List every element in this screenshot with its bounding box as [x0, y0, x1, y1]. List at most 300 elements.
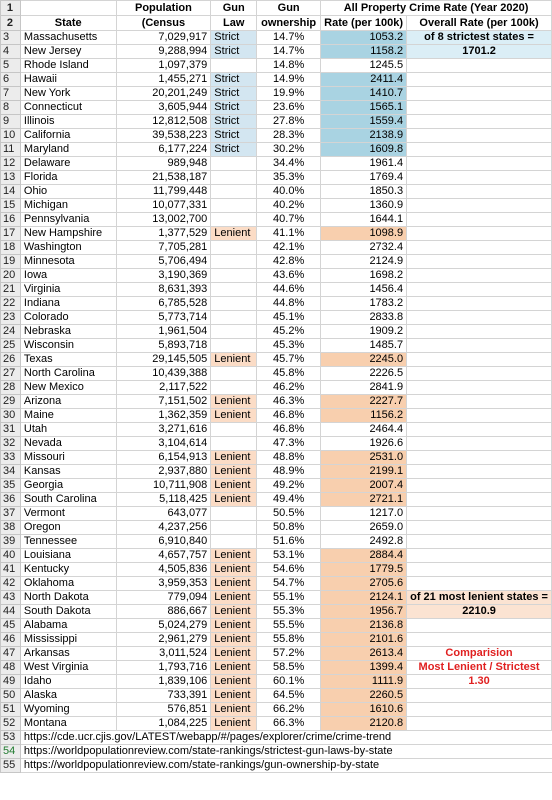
gun-ownership-cell[interactable]: 49.2% [257, 479, 321, 493]
gun-law-cell[interactable]: Lenient [211, 703, 257, 717]
state-cell[interactable]: Montana [20, 717, 116, 731]
row-number[interactable]: 18 [1, 241, 21, 255]
crime-rate-cell[interactable]: 2705.6 [321, 577, 407, 591]
population-cell[interactable]: 5,024,279 [116, 619, 211, 633]
gun-law-cell[interactable] [211, 171, 257, 185]
population-cell[interactable]: 3,959,353 [116, 577, 211, 591]
empty-cell[interactable] [407, 185, 552, 199]
header-population-top[interactable]: Population [116, 1, 211, 16]
empty-cell[interactable] [407, 717, 552, 731]
gun-ownership-cell[interactable]: 64.5% [257, 689, 321, 703]
crime-rate-cell[interactable]: 1217.0 [321, 507, 407, 521]
state-cell[interactable]: South Dakota [20, 605, 116, 619]
row-number[interactable]: 13 [1, 171, 21, 185]
crime-rate-cell[interactable]: 1610.6 [321, 703, 407, 717]
crime-rate-cell[interactable]: 1769.4 [321, 171, 407, 185]
crime-rate-cell[interactable]: 2120.8 [321, 717, 407, 731]
gun-ownership-cell[interactable]: 42.1% [257, 241, 321, 255]
state-cell[interactable]: Connecticut [20, 101, 116, 115]
state-cell[interactable]: Illinois [20, 115, 116, 129]
crime-rate-cell[interactable]: 1399.4 [321, 661, 407, 675]
gun-ownership-cell[interactable]: 43.6% [257, 269, 321, 283]
gun-ownership-cell[interactable]: 30.2% [257, 143, 321, 157]
state-cell[interactable]: Maine [20, 409, 116, 423]
lenient-summary-value[interactable]: 2210.9 [407, 605, 552, 619]
population-cell[interactable]: 4,505,836 [116, 563, 211, 577]
gun-ownership-cell[interactable]: 27.8% [257, 115, 321, 129]
crime-rate-cell[interactable]: 1098.9 [321, 227, 407, 241]
state-cell[interactable]: Wyoming [20, 703, 116, 717]
state-cell[interactable]: Maryland [20, 143, 116, 157]
state-cell[interactable]: Iowa [20, 269, 116, 283]
crime-rate-cell[interactable]: 2659.0 [321, 521, 407, 535]
row-number[interactable]: 51 [1, 703, 21, 717]
gun-ownership-cell[interactable]: 46.8% [257, 423, 321, 437]
state-cell[interactable]: Mississippi [20, 633, 116, 647]
population-cell[interactable]: 11,799,448 [116, 185, 211, 199]
population-cell[interactable]: 9,288,994 [116, 45, 211, 59]
row-number[interactable]: 20 [1, 269, 21, 283]
crime-rate-cell[interactable]: 2138.9 [321, 129, 407, 143]
empty-cell[interactable] [407, 353, 552, 367]
state-cell[interactable]: California [20, 129, 116, 143]
state-cell[interactable]: Louisiana [20, 549, 116, 563]
population-cell[interactable]: 2,117,522 [116, 381, 211, 395]
gun-ownership-cell[interactable]: 49.4% [257, 493, 321, 507]
empty-cell[interactable] [407, 507, 552, 521]
gun-law-cell[interactable]: Lenient [211, 577, 257, 591]
empty-cell[interactable] [407, 297, 552, 311]
gun-law-cell[interactable] [211, 507, 257, 521]
row-number[interactable]: 45 [1, 619, 21, 633]
row-number[interactable]: 32 [1, 437, 21, 451]
crime-rate-cell[interactable]: 2464.4 [321, 423, 407, 437]
gun-law-cell[interactable]: Lenient [211, 465, 257, 479]
empty-cell[interactable] [407, 143, 552, 157]
row-number[interactable]: 53 [1, 731, 21, 745]
crime-rate-cell[interactable]: 2245.0 [321, 353, 407, 367]
header-gun-law-top[interactable]: Gun [211, 1, 257, 16]
lenient-summary-label[interactable]: of 21 most lenient states = [407, 591, 552, 605]
row-number[interactable]: 5 [1, 59, 21, 73]
state-cell[interactable]: Nebraska [20, 325, 116, 339]
population-cell[interactable]: 4,657,757 [116, 549, 211, 563]
gun-law-cell[interactable] [211, 241, 257, 255]
gun-law-cell[interactable]: Strict [211, 45, 257, 59]
row-number[interactable]: 40 [1, 549, 21, 563]
population-cell[interactable]: 1,961,504 [116, 325, 211, 339]
state-cell[interactable]: Arkansas [20, 647, 116, 661]
empty-cell[interactable] [407, 115, 552, 129]
population-cell[interactable]: 4,237,256 [116, 521, 211, 535]
empty-cell[interactable] [407, 703, 552, 717]
population-cell[interactable]: 1,084,225 [116, 717, 211, 731]
gun-law-cell[interactable]: Lenient [211, 605, 257, 619]
crime-rate-cell[interactable]: 1053.2 [321, 31, 407, 45]
empty-cell[interactable] [407, 423, 552, 437]
empty-cell[interactable] [407, 437, 552, 451]
gun-law-cell[interactable]: Strict [211, 101, 257, 115]
gun-law-cell[interactable]: Strict [211, 115, 257, 129]
gun-law-cell[interactable] [211, 423, 257, 437]
row-number[interactable]: 33 [1, 451, 21, 465]
population-cell[interactable]: 3,271,616 [116, 423, 211, 437]
population-cell[interactable]: 10,439,388 [116, 367, 211, 381]
row-number[interactable]: 55 [1, 759, 21, 773]
gun-ownership-cell[interactable]: 48.8% [257, 451, 321, 465]
population-cell[interactable]: 7,705,281 [116, 241, 211, 255]
state-cell[interactable]: Kansas [20, 465, 116, 479]
population-cell[interactable]: 3,011,524 [116, 647, 211, 661]
comparison-title[interactable]: Comparision [407, 647, 552, 661]
gun-law-cell[interactable] [211, 213, 257, 227]
population-cell[interactable]: 1,377,529 [116, 227, 211, 241]
population-cell[interactable]: 6,785,528 [116, 297, 211, 311]
population-cell[interactable]: 6,910,840 [116, 535, 211, 549]
gun-ownership-cell[interactable]: 45.8% [257, 367, 321, 381]
header-gun-ownership-top[interactable]: Gun [257, 1, 321, 16]
row-number[interactable]: 11 [1, 143, 21, 157]
gun-ownership-cell[interactable]: 55.5% [257, 619, 321, 633]
gun-ownership-cell[interactable]: 19.9% [257, 87, 321, 101]
gun-ownership-cell[interactable]: 14.9% [257, 73, 321, 87]
state-cell[interactable]: North Carolina [20, 367, 116, 381]
row-number[interactable]: 24 [1, 325, 21, 339]
gun-ownership-cell[interactable]: 44.6% [257, 283, 321, 297]
state-cell[interactable]: West Virginia [20, 661, 116, 675]
empty-cell[interactable] [407, 311, 552, 325]
gun-law-cell[interactable]: Lenient [211, 619, 257, 633]
state-cell[interactable]: Ohio [20, 185, 116, 199]
gun-ownership-cell[interactable]: 45.1% [257, 311, 321, 325]
empty-cell[interactable] [407, 451, 552, 465]
population-cell[interactable]: 1,362,359 [116, 409, 211, 423]
state-cell[interactable]: Delaware [20, 157, 116, 171]
crime-rate-cell[interactable]: 2732.4 [321, 241, 407, 255]
state-cell[interactable]: Kentucky [20, 563, 116, 577]
empty-cell[interactable] [407, 255, 552, 269]
gun-law-cell[interactable]: Lenient [211, 675, 257, 689]
gun-ownership-cell[interactable]: 45.7% [257, 353, 321, 367]
row-number[interactable]: 6 [1, 73, 21, 87]
population-cell[interactable]: 20,201,249 [116, 87, 211, 101]
gun-law-cell[interactable] [211, 311, 257, 325]
population-cell[interactable]: 7,151,502 [116, 395, 211, 409]
empty-cell[interactable] [407, 171, 552, 185]
state-cell[interactable]: Minnesota [20, 255, 116, 269]
empty-cell[interactable] [407, 101, 552, 115]
row-number[interactable]: 25 [1, 339, 21, 353]
row-number[interactable]: 52 [1, 717, 21, 731]
gun-law-cell[interactable] [211, 521, 257, 535]
population-cell[interactable]: 779,094 [116, 591, 211, 605]
row-number[interactable]: 39 [1, 535, 21, 549]
empty-cell[interactable] [407, 283, 552, 297]
state-cell[interactable]: Washington [20, 241, 116, 255]
state-cell[interactable]: New Jersey [20, 45, 116, 59]
header-gun-law[interactable]: Law [211, 16, 257, 31]
row-number[interactable]: 29 [1, 395, 21, 409]
row-number[interactable]: 42 [1, 577, 21, 591]
header-gun-ownership[interactable]: ownership [257, 16, 321, 31]
gun-ownership-cell[interactable]: 14.8% [257, 59, 321, 73]
empty-cell[interactable] [407, 619, 552, 633]
empty-cell[interactable] [407, 577, 552, 591]
empty-cell[interactable] [407, 409, 552, 423]
state-cell[interactable]: Georgia [20, 479, 116, 493]
population-cell[interactable]: 6,154,913 [116, 451, 211, 465]
population-cell[interactable]: 733,391 [116, 689, 211, 703]
empty-cell[interactable] [407, 563, 552, 577]
crime-rate-cell[interactable]: 2227.7 [321, 395, 407, 409]
row-number[interactable]: 17 [1, 227, 21, 241]
strict-summary-value[interactable]: 1701.2 [407, 45, 552, 59]
gun-ownership-cell[interactable]: 42.8% [257, 255, 321, 269]
gun-law-cell[interactable] [211, 437, 257, 451]
empty-cell[interactable] [407, 367, 552, 381]
state-cell[interactable]: Arizona [20, 395, 116, 409]
row-number[interactable]: 37 [1, 507, 21, 521]
state-cell[interactable]: Rhode Island [20, 59, 116, 73]
gun-law-cell[interactable] [211, 297, 257, 311]
row-number[interactable]: 50 [1, 689, 21, 703]
gun-ownership-cell[interactable]: 55.1% [257, 591, 321, 605]
gun-ownership-cell[interactable]: 66.2% [257, 703, 321, 717]
row-number[interactable]: 36 [1, 493, 21, 507]
gun-ownership-cell[interactable]: 34.4% [257, 157, 321, 171]
population-cell[interactable]: 1,097,379 [116, 59, 211, 73]
state-cell[interactable]: Colorado [20, 311, 116, 325]
crime-rate-cell[interactable]: 2613.4 [321, 647, 407, 661]
row-number[interactable]: 22 [1, 297, 21, 311]
gun-ownership-cell[interactable]: 41.1% [257, 227, 321, 241]
population-cell[interactable]: 13,002,700 [116, 213, 211, 227]
empty-cell[interactable] [407, 535, 552, 549]
crime-rate-cell[interactable]: 1926.6 [321, 437, 407, 451]
empty-cell[interactable] [407, 227, 552, 241]
empty-cell[interactable] [407, 689, 552, 703]
crime-rate-cell[interactable]: 2492.8 [321, 535, 407, 549]
population-cell[interactable]: 5,118,425 [116, 493, 211, 507]
state-cell[interactable]: Oklahoma [20, 577, 116, 591]
gun-law-cell[interactable]: Lenient [211, 479, 257, 493]
state-cell[interactable]: South Carolina [20, 493, 116, 507]
gun-ownership-cell[interactable]: 45.3% [257, 339, 321, 353]
state-cell[interactable]: North Dakota [20, 591, 116, 605]
gun-ownership-cell[interactable]: 50.5% [257, 507, 321, 521]
population-cell[interactable]: 10,711,908 [116, 479, 211, 493]
row-number[interactable]: 8 [1, 101, 21, 115]
population-cell[interactable]: 643,077 [116, 507, 211, 521]
gun-law-cell[interactable]: Strict [211, 87, 257, 101]
crime-rate-cell[interactable]: 2124.1 [321, 591, 407, 605]
crime-rate-cell[interactable]: 1909.2 [321, 325, 407, 339]
crime-rate-cell[interactable]: 2101.6 [321, 633, 407, 647]
gun-law-cell[interactable]: Lenient [211, 633, 257, 647]
empty-cell[interactable] [407, 381, 552, 395]
empty-cell[interactable] [407, 549, 552, 563]
row-number[interactable]: 35 [1, 479, 21, 493]
gun-ownership-cell[interactable]: 44.8% [257, 297, 321, 311]
crime-rate-cell[interactable]: 2260.5 [321, 689, 407, 703]
source-url[interactable]: https://worldpopulationreview.com/state-rankings/gun-ownership-by-state [20, 759, 551, 773]
crime-rate-cell[interactable]: 2841.9 [321, 381, 407, 395]
row-number[interactable]: 27 [1, 367, 21, 381]
row-number[interactable]: 47 [1, 647, 21, 661]
gun-law-cell[interactable]: Lenient [211, 227, 257, 241]
gun-ownership-cell[interactable]: 53.1% [257, 549, 321, 563]
header-rate[interactable]: Rate (per 100k) [321, 16, 407, 31]
gun-ownership-cell[interactable]: 66.3% [257, 717, 321, 731]
row-number[interactable]: 12 [1, 157, 21, 171]
header-crime-rate-title[interactable]: All Property Crime Rate (Year 2020) [321, 1, 552, 16]
crime-rate-cell[interactable]: 2721.1 [321, 493, 407, 507]
row-number[interactable]: 2 [1, 16, 21, 31]
gun-ownership-cell[interactable]: 28.3% [257, 129, 321, 143]
row-number[interactable]: 21 [1, 283, 21, 297]
population-cell[interactable]: 5,773,714 [116, 311, 211, 325]
population-cell[interactable]: 12,812,508 [116, 115, 211, 129]
gun-law-cell[interactable] [211, 157, 257, 171]
gun-ownership-cell[interactable]: 54.6% [257, 563, 321, 577]
gun-law-cell[interactable] [211, 59, 257, 73]
crime-rate-cell[interactable]: 1485.7 [321, 339, 407, 353]
gun-ownership-cell[interactable]: 14.7% [257, 31, 321, 45]
gun-ownership-cell[interactable]: 40.0% [257, 185, 321, 199]
header-state[interactable]: State [20, 16, 116, 31]
gun-ownership-cell[interactable]: 51.6% [257, 535, 321, 549]
row-number[interactable]: 9 [1, 115, 21, 129]
gun-law-cell[interactable] [211, 269, 257, 283]
gun-law-cell[interactable]: Lenient [211, 689, 257, 703]
empty-cell[interactable] [407, 129, 552, 143]
crime-rate-cell[interactable]: 1410.7 [321, 87, 407, 101]
gun-law-cell[interactable]: Strict [211, 73, 257, 87]
crime-rate-cell[interactable]: 2124.9 [321, 255, 407, 269]
header-overall-rate[interactable]: Overall Rate (per 100k) [407, 16, 552, 31]
crime-rate-cell[interactable]: 2884.4 [321, 549, 407, 563]
strict-summary-label[interactable]: of 8 strictest states = [407, 31, 552, 45]
population-cell[interactable]: 5,706,494 [116, 255, 211, 269]
crime-rate-cell[interactable]: 1961.4 [321, 157, 407, 171]
row-number[interactable]: 10 [1, 129, 21, 143]
crime-rate-cell[interactable]: 1158.2 [321, 45, 407, 59]
state-cell[interactable]: Tennessee [20, 535, 116, 549]
crime-rate-cell[interactable]: 1779.5 [321, 563, 407, 577]
source-url[interactable]: https://worldpopulationreview.com/state-rankings/strictest-gun-laws-by-state [20, 745, 551, 759]
row-number[interactable]: 28 [1, 381, 21, 395]
empty-cell[interactable] [407, 269, 552, 283]
comparison-value[interactable]: 1.30 [407, 675, 552, 689]
state-cell[interactable]: Virginia [20, 283, 116, 297]
state-cell[interactable]: Utah [20, 423, 116, 437]
state-cell[interactable]: Oregon [20, 521, 116, 535]
population-cell[interactable]: 576,851 [116, 703, 211, 717]
crime-rate-cell[interactable]: 1456.4 [321, 283, 407, 297]
gun-ownership-cell[interactable]: 46.3% [257, 395, 321, 409]
population-cell[interactable]: 1,793,716 [116, 661, 211, 675]
empty-cell[interactable] [407, 395, 552, 409]
crime-rate-cell[interactable]: 1111.9 [321, 675, 407, 689]
crime-rate-cell[interactable]: 1698.2 [321, 269, 407, 283]
population-cell[interactable]: 3,190,369 [116, 269, 211, 283]
crime-rate-cell[interactable]: 1644.1 [321, 213, 407, 227]
gun-ownership-cell[interactable]: 46.8% [257, 409, 321, 423]
gun-law-cell[interactable] [211, 185, 257, 199]
gun-ownership-cell[interactable]: 47.3% [257, 437, 321, 451]
empty-cell[interactable] [407, 633, 552, 647]
gun-law-cell[interactable] [211, 535, 257, 549]
population-cell[interactable]: 886,667 [116, 605, 211, 619]
crime-rate-cell[interactable]: 2199.1 [321, 465, 407, 479]
state-cell[interactable]: Pennsylvania [20, 213, 116, 227]
empty-cell[interactable] [407, 339, 552, 353]
gun-ownership-cell[interactable]: 40.2% [257, 199, 321, 213]
source-url[interactable]: https://cde.ucr.cjis.gov/LATEST/webapp/#/pages/explorer/crime/crime-trend [20, 731, 551, 745]
crime-rate-cell[interactable]: 1156.2 [321, 409, 407, 423]
crime-rate-cell[interactable]: 1956.7 [321, 605, 407, 619]
state-cell[interactable]: Vermont [20, 507, 116, 521]
empty-cell[interactable] [407, 521, 552, 535]
row-number[interactable]: 7 [1, 87, 21, 101]
gun-ownership-cell[interactable]: 58.5% [257, 661, 321, 675]
row-number[interactable]: 14 [1, 185, 21, 199]
crime-rate-cell[interactable]: 2007.4 [321, 479, 407, 493]
state-cell[interactable]: Alaska [20, 689, 116, 703]
population-cell[interactable]: 5,893,718 [116, 339, 211, 353]
gun-ownership-cell[interactable]: 23.6% [257, 101, 321, 115]
row-number[interactable]: 49 [1, 675, 21, 689]
gun-law-cell[interactable]: Lenient [211, 409, 257, 423]
row-number[interactable]: 30 [1, 409, 21, 423]
gun-law-cell[interactable] [211, 325, 257, 339]
population-cell[interactable]: 1,455,271 [116, 73, 211, 87]
row-number[interactable]: 1 [1, 1, 21, 16]
gun-law-cell[interactable]: Lenient [211, 451, 257, 465]
crime-rate-cell[interactable]: 1783.2 [321, 297, 407, 311]
gun-law-cell[interactable] [211, 381, 257, 395]
gun-ownership-cell[interactable]: 50.8% [257, 521, 321, 535]
row-number[interactable]: 15 [1, 199, 21, 213]
empty-cell[interactable] [407, 241, 552, 255]
gun-law-cell[interactable] [211, 255, 257, 269]
crime-rate-cell[interactable]: 1850.3 [321, 185, 407, 199]
gun-ownership-cell[interactable]: 48.9% [257, 465, 321, 479]
crime-rate-cell[interactable]: 2411.4 [321, 73, 407, 87]
gun-law-cell[interactable] [211, 339, 257, 353]
gun-law-cell[interactable]: Lenient [211, 353, 257, 367]
gun-ownership-cell[interactable]: 55.3% [257, 605, 321, 619]
population-cell[interactable]: 6,177,224 [116, 143, 211, 157]
state-cell[interactable]: Wisconsin [20, 339, 116, 353]
state-cell[interactable]: Florida [20, 171, 116, 185]
state-cell[interactable]: Massachusetts [20, 31, 116, 45]
row-number[interactable]: 38 [1, 521, 21, 535]
row-number[interactable]: 46 [1, 633, 21, 647]
population-cell[interactable]: 2,937,880 [116, 465, 211, 479]
gun-ownership-cell[interactable]: 60.1% [257, 675, 321, 689]
row-number[interactable]: 34 [1, 465, 21, 479]
state-cell[interactable]: Texas [20, 353, 116, 367]
empty-cell[interactable] [407, 213, 552, 227]
population-cell[interactable]: 21,538,187 [116, 171, 211, 185]
population-cell[interactable]: 3,104,614 [116, 437, 211, 451]
gun-law-cell[interactable]: Lenient [211, 661, 257, 675]
gun-ownership-cell[interactable]: 54.7% [257, 577, 321, 591]
row-number[interactable]: 4 [1, 45, 21, 59]
comparison-label[interactable]: Most Lenient / Strictest [407, 661, 552, 675]
gun-law-cell[interactable] [211, 199, 257, 213]
